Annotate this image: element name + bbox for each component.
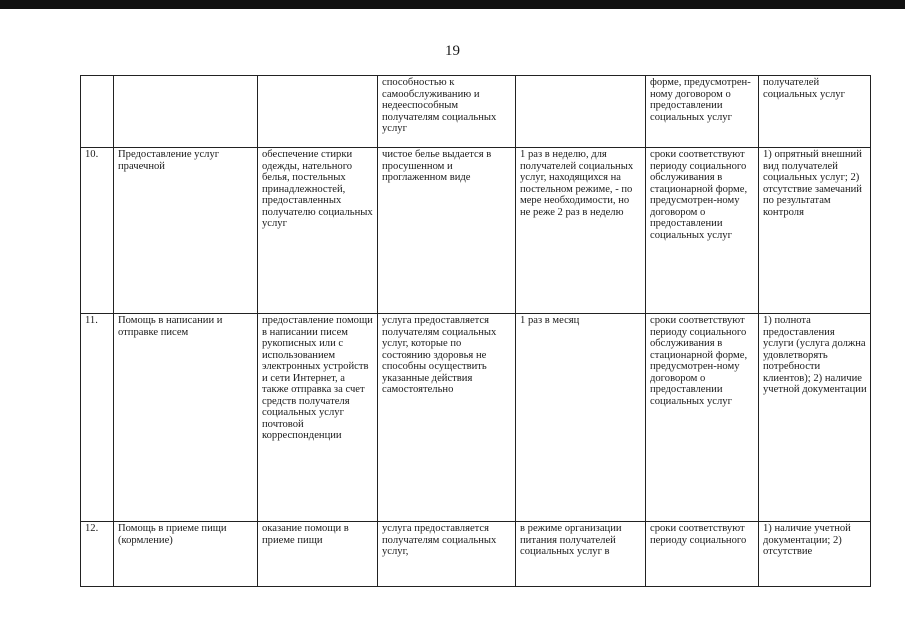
service-volume: в режиме организации питания получателей социальных услуг в bbox=[516, 522, 646, 587]
page-top-border bbox=[0, 0, 905, 9]
service-terms: сроки соответствуют периоду социального bbox=[646, 522, 759, 587]
page-number: 19 bbox=[445, 43, 460, 59]
service-conditions: услуга предоставляется получателям социальных услуг, bbox=[378, 522, 516, 587]
service-quality: 1) полнота предоставления услуги (услуга должна удовлетворять потребности клиентов); 2) наличие учетной документации bbox=[759, 314, 871, 522]
row-number: 10. bbox=[81, 148, 114, 314]
table-row bbox=[81, 148, 871, 314]
table-row bbox=[81, 314, 871, 522]
service-quality: 1) наличие учетной документации; 2) отсутствие bbox=[759, 522, 871, 587]
service-name: Предоставление услуг прачечной bbox=[114, 148, 258, 314]
service-terms: сроки соответствуют периоду социального обслуживания в стационарной форме, предусмотрен-ному договором о предоставлении социальных услуг bbox=[646, 314, 759, 522]
service-content: оказание помощи в приеме пищи bbox=[258, 522, 378, 587]
service-name bbox=[114, 76, 258, 148]
service-conditions: чистое белье выдается в просушенном и проглаженном виде bbox=[378, 148, 516, 314]
service-terms: форме, предусмотрен-ному договором о предоставлении социальных услуг bbox=[646, 76, 759, 148]
row-number: 12. bbox=[81, 522, 114, 587]
service-terms: сроки соответствуют периоду социального обслуживания в стационарной форме, предусмотрен-ному договором о предоставлении социальных услуг bbox=[646, 148, 759, 314]
services-table bbox=[80, 75, 871, 587]
service-quality: 1) опрятный внешний вид получателей социальных услуг; 2) отсутствие замечаний по результатам контроля bbox=[759, 148, 871, 314]
service-volume: 1 раз в неделю, для получателей социальных услуг, находящихся на постельном режиме, - по мере необходимости, но не реже 2 раз в неделю bbox=[516, 148, 646, 314]
service-content bbox=[258, 76, 378, 148]
service-volume bbox=[516, 76, 646, 148]
service-name: Помощь в приеме пищи (кормление) bbox=[114, 522, 258, 587]
row-number: 11. bbox=[81, 314, 114, 522]
table-row bbox=[81, 522, 871, 587]
service-volume: 1 раз в месяц bbox=[516, 314, 646, 522]
row-number bbox=[81, 76, 114, 148]
service-content: обеспечение стирки одежды, нательного белья, постельных принадлежностей, предоставленных получателю социальных услуг bbox=[258, 148, 378, 314]
service-conditions: способностью к самообслуживанию и недееспособным получателям социальных услуг bbox=[378, 76, 516, 148]
service-name: Помощь в написании и отправке писем bbox=[114, 314, 258, 522]
service-quality: получателей социальных услуг bbox=[759, 76, 871, 148]
table-row bbox=[81, 76, 871, 148]
service-conditions: услуга предоставляется получателям социальных услуг, которые по состоянию здоровья не способны осуществить указанные действия самостоятельно bbox=[378, 314, 516, 522]
service-content: предоставление помощи в написании писем рукописных или с использованием электронных устройств и сети Интернет, а также отправка за счет средств получателя социальных услуг почтовой корреспонденции bbox=[258, 314, 378, 522]
